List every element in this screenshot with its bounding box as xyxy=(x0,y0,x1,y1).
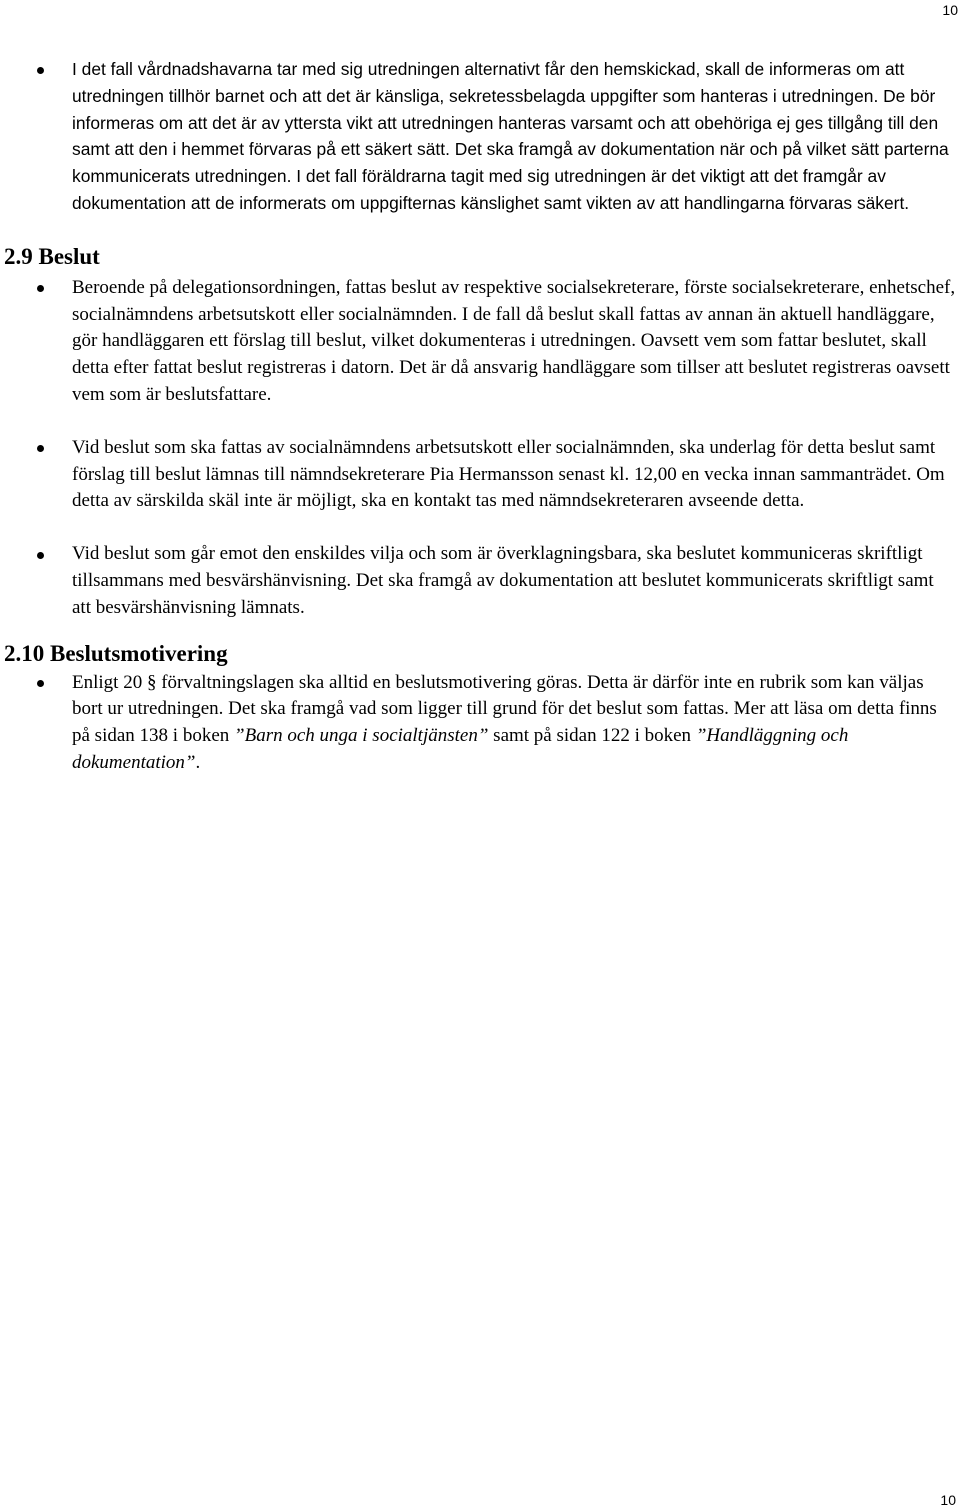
bullet-text-part3: . xyxy=(195,751,201,773)
bullet-text: Vid beslut som ska fattas av socialnämndens arbetsutskott eller socialnämnden, ska underlag för detta beslut samt förslag till beslut lämnas till nämndsekreterare Pia Hermansson senast kl. 12,00 en vecka innan sammanträdet. Om detta av särskilda skäl inte är möjligt, ska en kontakt tas med nämndsekreteraren avseende detta. xyxy=(72,436,945,512)
list-item-beslutsmotivering xyxy=(0,670,960,777)
bullet-text: I det fall vårdnadshavarna tar med sig utredningen alternativt får den hemskickad, skall de informeras om att utredningen tillhör barnet och att det är känsliga, sekretessbelagda uppgifter som hanteras i utredningen. De bör informeras om att det är av yttersta vikt att utredningen hanteras varsamt och att obehöriga ej ges tillgång till den samt att den i hemmet förvaras på ett säkert sätt. Det ska framgå av dokumentation när och på vilket sätt parterna kommunicerats utredningen. I det fall föräldrarna tagit med sig utredningen är det viktigt att det framgår av dokumentation att de informerats om uppgifternas känslighet samt vikten av att handlingarna förvaras säkert. xyxy=(72,59,949,213)
bullet-icon xyxy=(37,552,44,559)
book-title-barn-och-unga: ”Barn och unga i socialtjänsten” xyxy=(234,725,489,747)
bullet-text-part2: samt på sidan 122 i boken xyxy=(488,725,696,747)
list-item-vardnadshavare xyxy=(0,56,960,217)
list-item-overklagning xyxy=(0,541,960,621)
bullet-icon xyxy=(37,285,44,292)
page-number-bottom: 10 xyxy=(940,1492,956,1508)
bullet-text: Beroende på delegationsordningen, fattas beslut av respektive socialsekreterare, förste socialsekreterare, enhetschef, socialnämndens arbetsutskott eller socialnämnden. I de fall då beslut skall fattas av annan än aktuell handläggare, gör handläggaren ett förslag till beslut, vilket dokumenteras i utredningen. Oavsett vem som fattar beslutet, skall detta efter fattat beslut registreras i datorn. Det är då ansvarig handläggare som tillser att beslutet registreras oavsett vem som är beslutsfattare. xyxy=(72,276,956,405)
bullet-icon xyxy=(37,680,44,687)
bullet-icon xyxy=(37,67,44,74)
bullet-icon xyxy=(37,445,44,452)
section-heading-beslut: 2.9 Beslut xyxy=(4,243,100,269)
list-item-delegation xyxy=(0,275,960,409)
page-number-top: 10 xyxy=(942,2,958,18)
section-heading-beslutsmotivering: 2.10 Beslutsmotivering xyxy=(4,640,228,666)
list-item-arbetsutskott xyxy=(0,435,960,515)
document-body xyxy=(0,56,960,777)
bullet-text-part1: Enligt 20 § förvaltningslagen ska alltid en beslutsmotivering göras. Detta är därför inte en rubrik som kan väljas bort ur utredningen. Det ska framgå vad som ligger till grund för det beslut som fattas. Mer att läsa om detta finns på sidan 138 i boken xyxy=(72,671,937,747)
book-title-handlaggning: ”Handläggning och dokumentation” xyxy=(72,725,849,773)
bullet-text: Vid beslut som går emot den enskildes vilja och som är överklagningsbara, ska beslutet kommuniceras skriftligt tillsammans med besvärshänvisning. Det ska framgå av dokumentation att beslutet kommunicerats skriftligt samt att besvärshänvisning lämnats. xyxy=(72,543,934,618)
